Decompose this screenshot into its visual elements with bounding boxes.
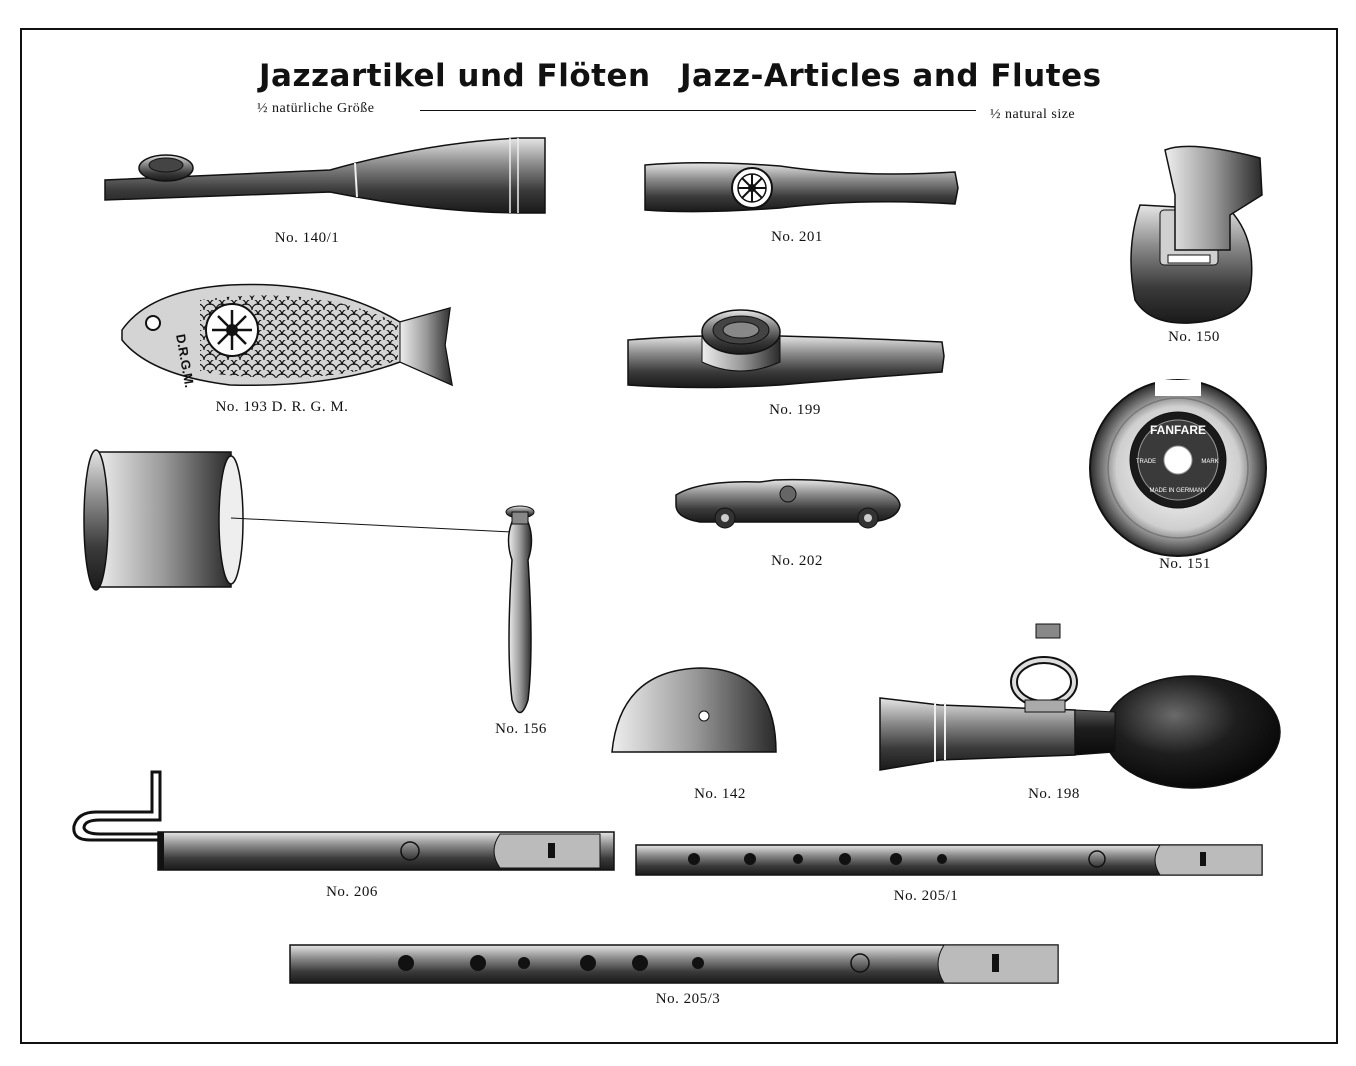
subtitle-german: ½ natürliche Größe	[257, 101, 375, 116]
label-156: No. 156	[495, 721, 547, 737]
fish-emboss-text: D.R.G.M.	[173, 332, 198, 389]
title-german: Jazzartikel und Flöten	[259, 58, 651, 94]
half-disc-142	[612, 668, 776, 752]
fish-kazoo-193	[122, 284, 452, 388]
fanfare-left-text: TRADE	[1135, 459, 1157, 465]
title-english: Jazz-Articles and Flutes	[680, 58, 1102, 94]
label-201: No. 201	[771, 229, 823, 245]
duck-call-150	[1131, 146, 1262, 323]
fanfare-disc-151	[1090, 380, 1266, 556]
label-199: No. 199	[769, 402, 821, 418]
fanfare-bottom-text: MADE IN GERMANY	[1149, 488, 1207, 494]
label-193: No. 193 D. R. G. M.	[215, 399, 349, 415]
fanfare-right-text: MARK	[1201, 459, 1219, 465]
label-198: No. 198	[1028, 786, 1080, 802]
car-kazoo-202	[676, 480, 900, 528]
label-206: No. 206	[326, 884, 378, 900]
kazoo-classic-199	[628, 310, 944, 388]
fanfare-top-text: FANFARE	[1149, 423, 1207, 437]
label-205-1: No. 205/1	[893, 888, 959, 904]
label-150: No. 150	[1168, 329, 1220, 345]
label-202: No. 202	[771, 553, 823, 569]
subtitle-english: ½ natural size	[990, 107, 1076, 122]
kazoo-flat-201	[645, 163, 958, 212]
tin-whistle-205-3	[290, 945, 1058, 983]
tin-whistle-205-1	[636, 845, 1262, 875]
label-205-3: No. 205/3	[655, 991, 721, 1007]
label-142: No. 142	[694, 786, 746, 802]
label-140-1: No. 140/1	[274, 230, 340, 246]
bulb-horn-198	[880, 624, 1280, 788]
kazoo-horn-140-1	[105, 138, 545, 213]
slide-whistle-206	[74, 772, 614, 870]
label-151: No. 151	[1159, 556, 1211, 572]
friction-drum-156	[84, 450, 534, 713]
